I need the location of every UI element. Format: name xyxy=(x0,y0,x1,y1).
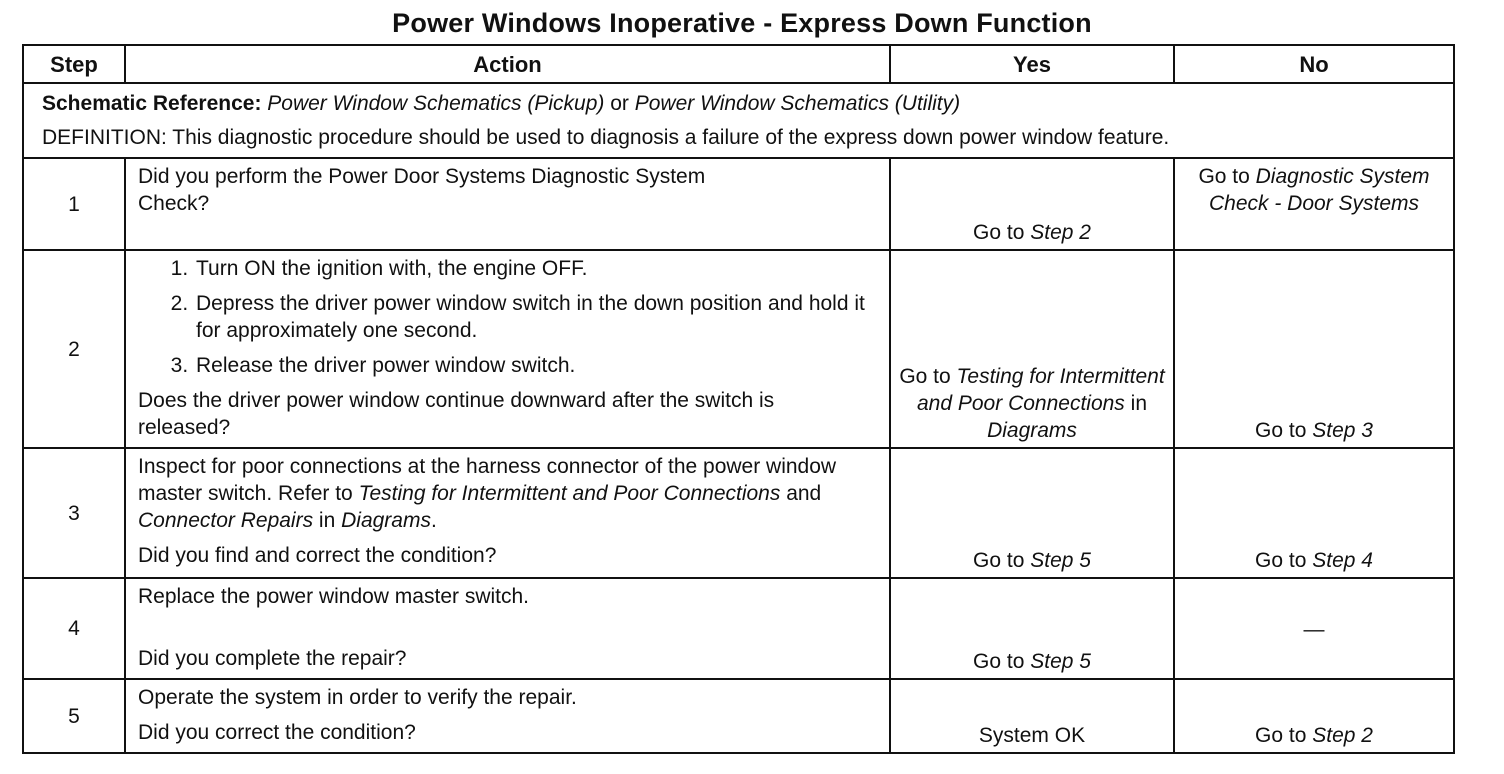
question-text: Did you correct the condition? xyxy=(138,721,416,744)
action-cell xyxy=(125,578,890,679)
no-cell xyxy=(1174,679,1454,753)
definition-text: DEFINITION: This diagnostic procedure should be used to diagnosis a failure of the express down power window feature. xyxy=(42,126,1170,149)
no-cell xyxy=(1174,448,1454,578)
schematic-link-utility[interactable]: Power Window Schematics (Utility) xyxy=(634,92,961,115)
action-cell xyxy=(125,448,890,578)
step-number: 4 xyxy=(23,578,125,679)
schematic-cell xyxy=(23,83,1454,158)
action-link-diagrams[interactable]: Diagrams xyxy=(341,509,431,532)
yes-link[interactable]: Step 2 xyxy=(1030,221,1091,244)
table-row xyxy=(23,250,1454,448)
yes-prefix: Go to xyxy=(973,549,1031,572)
step-number: 3 xyxy=(23,448,125,578)
header-no: No xyxy=(1174,45,1454,83)
yes-mid: in xyxy=(1124,392,1147,415)
no-cell: — xyxy=(1174,578,1454,679)
question-text: Did you complete the repair? xyxy=(138,647,407,670)
schematic-or: or xyxy=(604,92,635,115)
action-text: Inspect for poor connections at the harness connector of the power window master switch. Refer to Testing for Intermittent and Poor Connections and Connector Repairs in Diagrams. xyxy=(138,455,837,532)
no-prefix: Go to xyxy=(1255,549,1313,572)
header-row xyxy=(23,45,1454,83)
yes-cell xyxy=(890,250,1174,448)
table-row xyxy=(23,158,1454,250)
schematic-label: Schematic Reference: xyxy=(42,92,262,115)
action-text: Replace the power window master switch. xyxy=(138,585,530,608)
yes-cell xyxy=(890,578,1174,679)
table-row xyxy=(23,578,1454,679)
no-prefix: Go to xyxy=(1255,419,1313,442)
yes-link[interactable]: Testing for Intermittent and Poor Connections xyxy=(917,365,1165,415)
yes-link[interactable]: Step 5 xyxy=(1030,650,1091,673)
yes-prefix: Go to xyxy=(973,221,1031,244)
table-row xyxy=(23,448,1454,578)
no-cell xyxy=(1174,250,1454,448)
action-steps-list xyxy=(138,255,879,379)
schematic-row xyxy=(23,83,1454,158)
no-prefix: Go to xyxy=(1198,165,1256,188)
no-prefix: Go to xyxy=(1255,724,1313,747)
header-action: Action xyxy=(125,45,890,83)
page-title: Power Windows Inoperative - Express Down Function xyxy=(392,8,1092,38)
no-cell xyxy=(1174,158,1454,250)
no-link[interactable]: Step 3 xyxy=(1312,419,1373,442)
yes-prefix: Go to xyxy=(973,650,1031,673)
list-item: 2. Depress the driver power window switch in the down position and hold it for approximately one second. xyxy=(194,290,879,344)
no-link[interactable]: Diagnostic System Check - Door Systems xyxy=(1208,165,1430,215)
step-number: 1 xyxy=(23,158,125,250)
schematic-reference xyxy=(42,90,1441,117)
question-text: Did you find and correct the condition? xyxy=(138,544,497,567)
action-link-connector-repairs[interactable]: Connector Repairs xyxy=(138,509,314,532)
table-row xyxy=(23,679,1454,753)
schematic-link-pickup[interactable]: Power Window Schematics (Pickup) xyxy=(267,92,605,115)
action-text: Did you perform the Power Door Systems Diagnostic System Check? xyxy=(138,165,706,215)
step-number: 2 xyxy=(23,250,125,448)
list-item: 1. Turn ON the ignition with, the engine OFF. xyxy=(194,255,879,282)
list-item: 3. Release the driver power window switch. xyxy=(194,352,879,379)
yes-link[interactable]: Step 5 xyxy=(1030,549,1091,572)
no-link[interactable]: Step 4 xyxy=(1312,549,1373,572)
yes-prefix: Go to xyxy=(899,365,957,388)
action-link-testing[interactable]: Testing for Intermittent and Poor Connections xyxy=(358,482,781,505)
action-cell xyxy=(125,158,890,250)
step-number: 5 xyxy=(23,679,125,753)
action-cell xyxy=(125,679,890,753)
yes-link-diagrams[interactable]: Diagrams xyxy=(987,419,1077,442)
action-cell xyxy=(125,250,890,448)
header-step: Step xyxy=(23,45,125,83)
question-text: Does the driver power window continue downward after the switch is released? xyxy=(138,389,775,439)
header-yes: Yes xyxy=(890,45,1174,83)
yes-cell xyxy=(890,158,1174,250)
diagnostic-table xyxy=(22,44,1455,754)
yes-cell: System OK xyxy=(890,679,1174,753)
action-text: Operate the system in order to verify the repair. xyxy=(138,686,577,709)
yes-cell xyxy=(890,448,1174,578)
no-link[interactable]: Step 2 xyxy=(1312,724,1373,747)
